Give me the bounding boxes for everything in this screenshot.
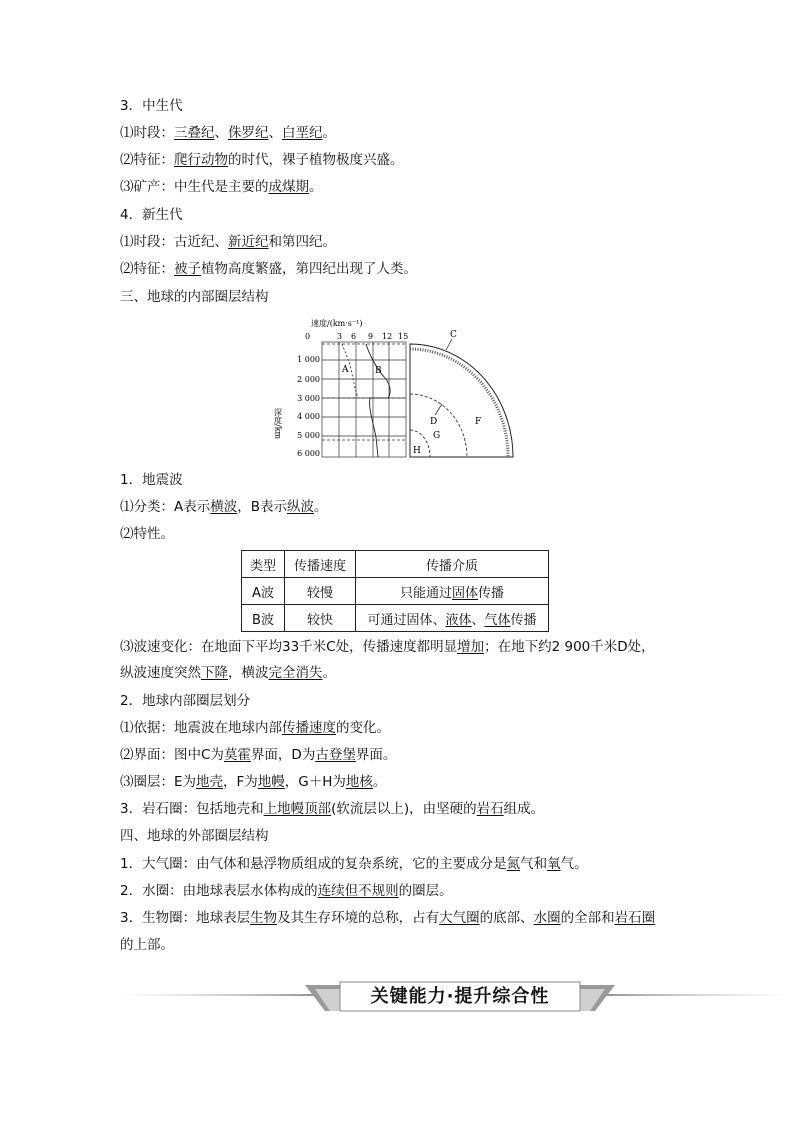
table-header: 类型 <box>242 551 285 578</box>
speed-tick: 15 <box>398 332 409 341</box>
paragraph: 1．大气圈：由气体和悬浮物质组成的复杂系统，它的主要成分是氮气和氧气。 <box>120 856 588 872</box>
depth-tick: 4 000 <box>297 412 320 421</box>
paragraph: ⑵特征：被子植物高度繁盛，第四纪出现了人类。 <box>120 261 417 277</box>
depth-axis-label: 深度/km <box>273 408 283 440</box>
paragraph: 的上部。 <box>120 937 174 953</box>
table-cell: A波 <box>242 578 285 605</box>
section-title: 3．中生代 <box>120 98 183 114</box>
label-a: A <box>342 365 349 375</box>
paragraph: 2．水圈：由地球表层水体构成的连续但不规则的圈层。 <box>120 883 453 899</box>
label-c: C <box>450 330 457 340</box>
paragraph: ⑴依据：地震波在地球内部传播速度的变化。 <box>120 720 390 736</box>
table-header: 传播介质 <box>356 551 549 578</box>
depth-tick: 1 000 <box>297 355 320 364</box>
label-b: B <box>375 366 382 376</box>
paragraph: 3．岩石圈：包括地壳和上地幔顶部(软流层以上)，由坚硬的岩石组成。 <box>120 801 545 817</box>
banner-title: 关键能力·提升综合性 <box>370 986 550 1007</box>
table-header-row <box>242 551 549 578</box>
speed-axis-label: 速度/(km·s⁻¹) <box>311 319 363 328</box>
earth-quarter <box>410 344 513 457</box>
paragraph: 纵波速度突然下降，横波完全消失。 <box>120 665 336 681</box>
table-cell: 较快 <box>285 605 356 632</box>
section-title: 4．新生代 <box>120 207 183 223</box>
table-row <box>242 605 549 632</box>
speed-tick: 6 <box>351 332 357 341</box>
paragraph: ⑵特性。 <box>120 526 174 542</box>
depth-tick: 3 000 <box>297 394 320 403</box>
table-row <box>242 578 549 605</box>
table-cell: 可通过固体、液体、气体传播 <box>356 605 549 632</box>
table-header: 传播速度 <box>285 551 356 578</box>
speed-tick: 0 <box>305 332 311 341</box>
speed-tick: 12 <box>382 332 393 341</box>
paragraph: 3．生物圈：地球表层生物及其生存环境的总称，占有大气圈的底部、水圈的全部和岩石圈 <box>120 910 656 926</box>
paragraph: ⑶矿产：中生代是主要的成煤期。 <box>120 179 323 195</box>
paragraph: ⑶波速变化：在地面下平均33千米C处，传播速度都明显增加；在地下约2 900千米D处， <box>120 639 655 655</box>
paragraph: ⑴时段：三叠纪、侏罗纪、白垩纪。 <box>120 125 336 141</box>
label-h: H <box>413 446 421 456</box>
section-title: 1．地震波 <box>120 472 183 488</box>
depth-tick: 6 000 <box>297 449 320 458</box>
paragraph: ⑶圈层：E为地壳，F为地幔，G＋H为地核。 <box>120 774 387 790</box>
table-cell: B波 <box>242 605 285 632</box>
label-d: D <box>430 417 438 427</box>
paragraph: ⑵界面：图中C为莫霍界面，D为古登堡界面。 <box>120 747 397 763</box>
label-f: F <box>475 417 482 427</box>
table-cell: 只能通过固体传播 <box>356 578 549 605</box>
label-g: G <box>433 431 441 441</box>
speed-tick: 3 <box>337 332 343 341</box>
speed-tick: 9 <box>368 332 374 341</box>
depth-tick: 5 000 <box>297 431 320 440</box>
depth-tick: 2 000 <box>297 375 320 384</box>
paragraph: ⑴时段：古近纪、新近纪和第四纪。 <box>120 234 336 250</box>
heading: 三、地球的内部圈层结构 <box>120 289 269 305</box>
wave-properties-table <box>241 550 549 632</box>
paragraph: ⑴分类：A表示横波，B表示纵波。 <box>120 499 328 515</box>
table-cell: 较慢 <box>285 578 356 605</box>
heading: 四、地球的外部圈层结构 <box>120 828 269 844</box>
paragraph: ⑵特征：爬行动物的时代，裸子植物极度兴盛。 <box>120 152 404 168</box>
earth-interior-diagram <box>270 312 520 462</box>
section-title: 2．地球内部圈层划分 <box>120 693 251 709</box>
